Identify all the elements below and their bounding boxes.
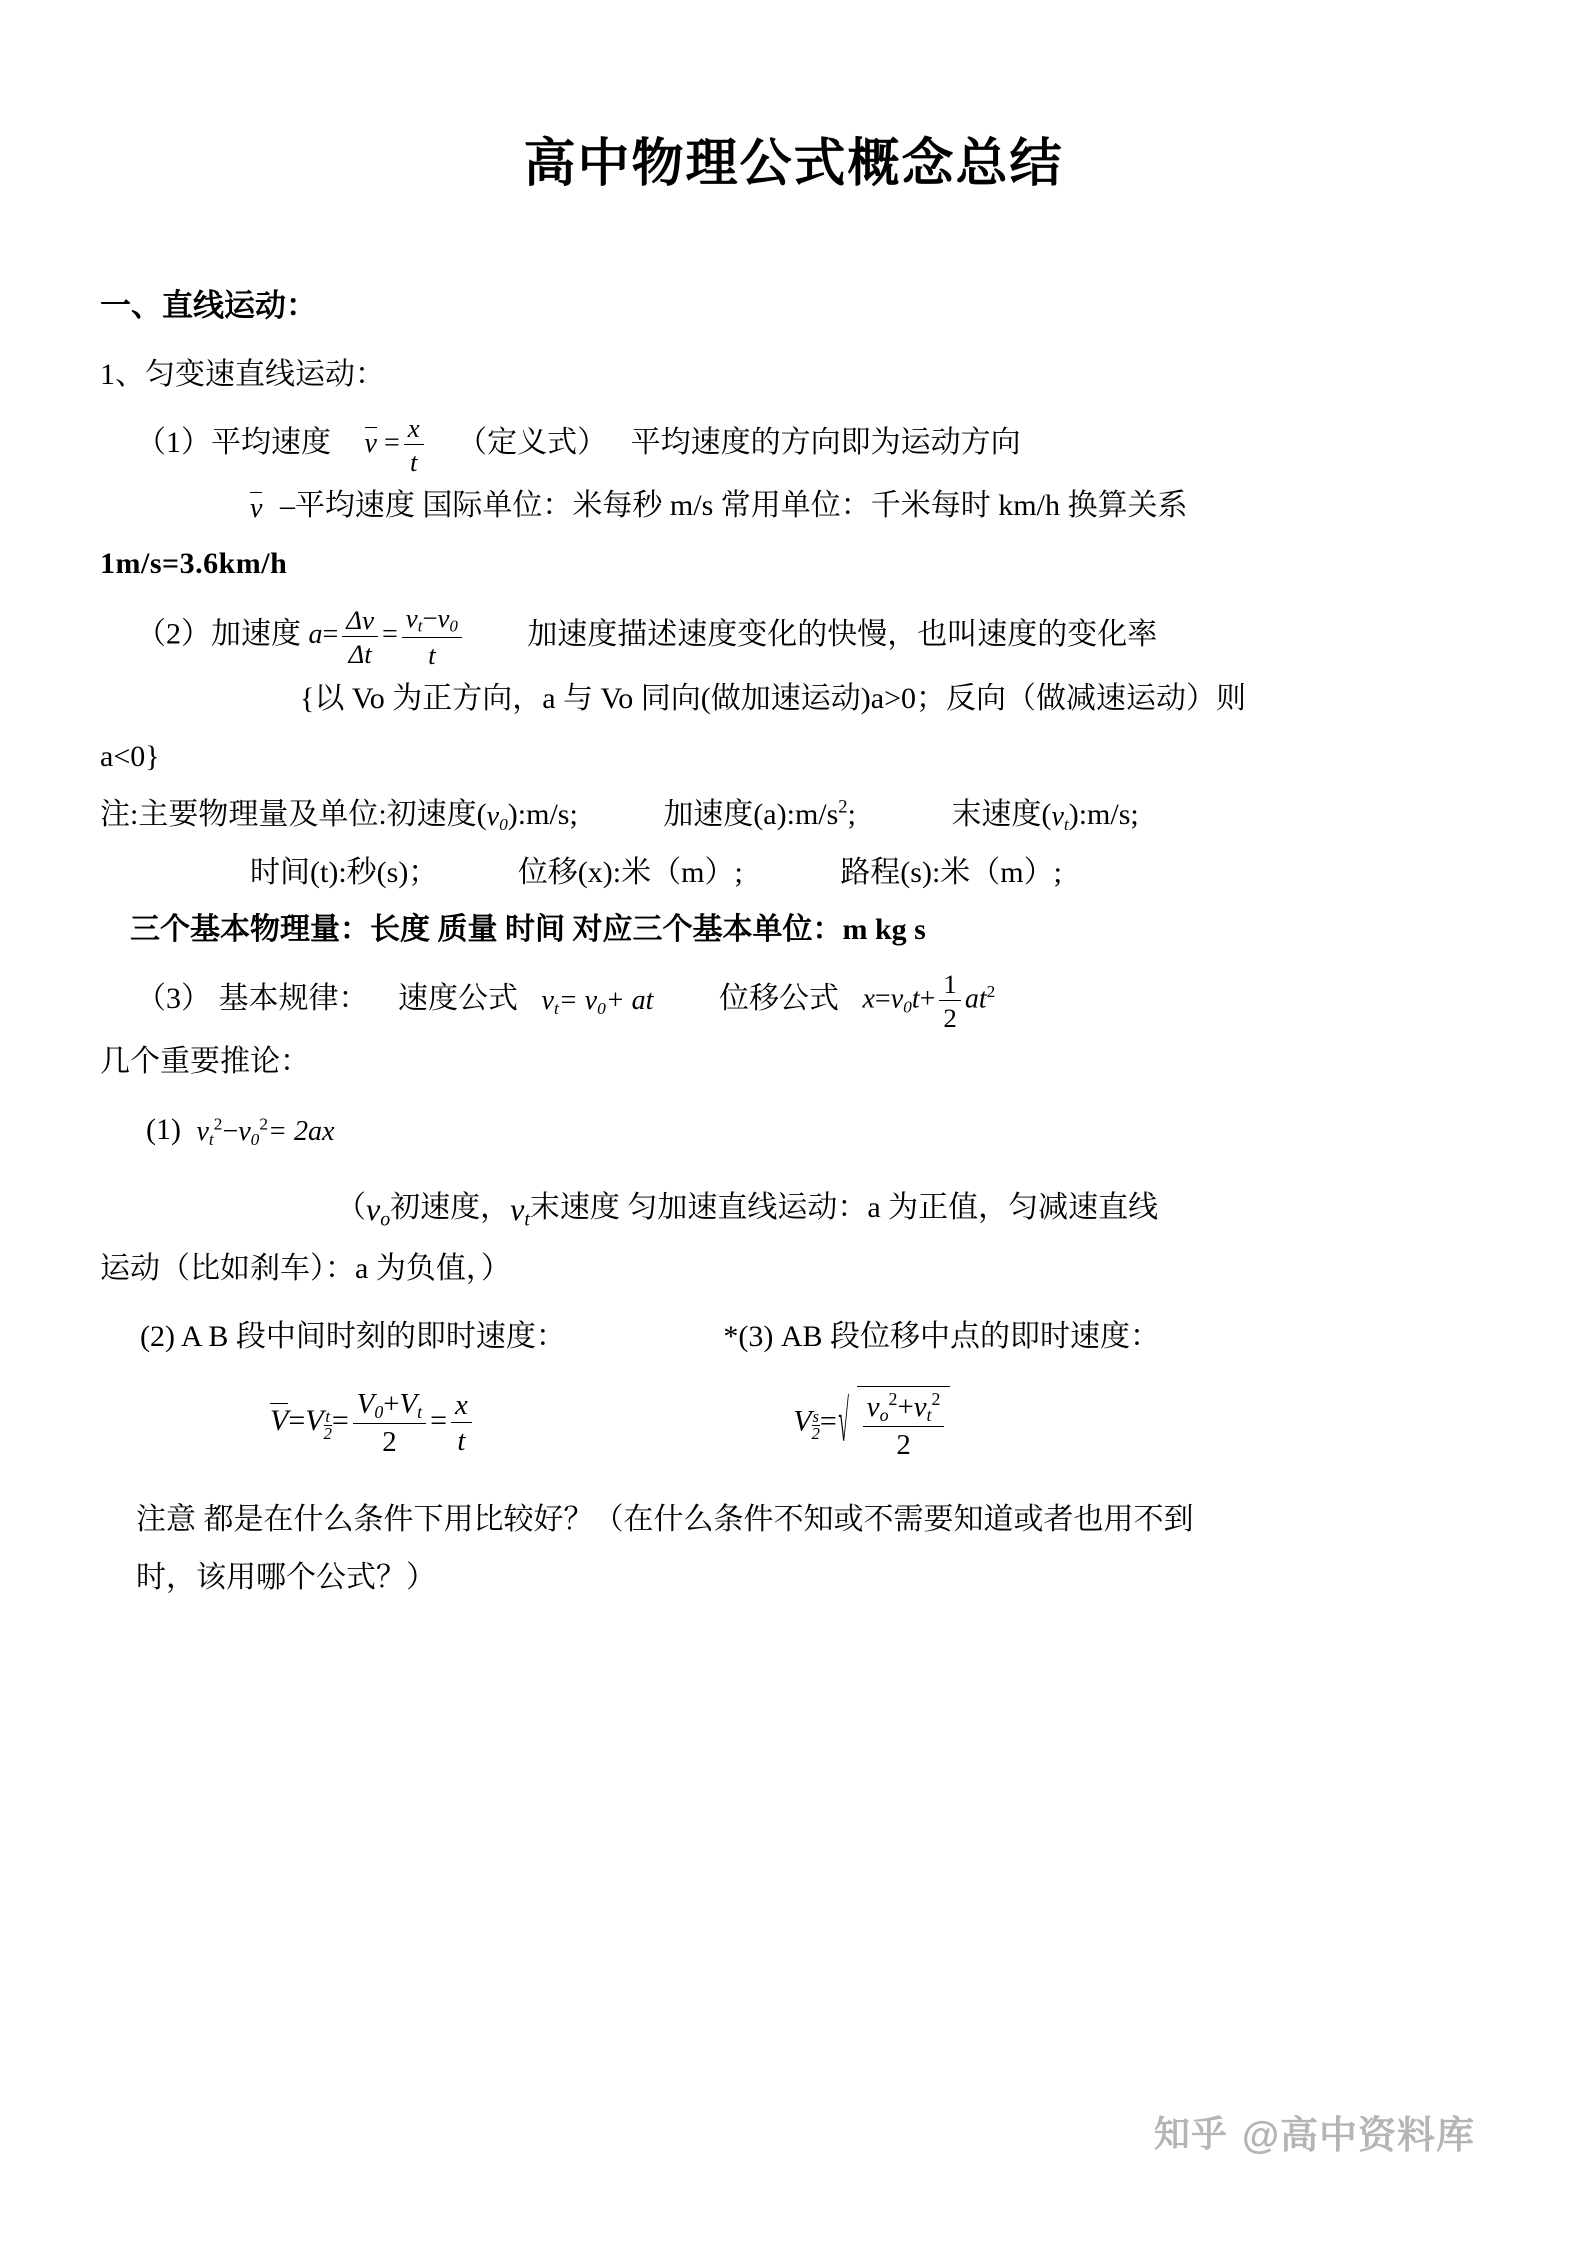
vt-symbol: v <box>913 1390 927 1423</box>
fraction-denominator: 2 <box>943 1002 957 1033</box>
avg-velocity-line <box>100 413 1487 477</box>
fraction-numerator: Δv <box>342 605 378 637</box>
v-bar: v <box>364 427 377 459</box>
acceleration-unit-text: 加速度(a):m/s <box>663 797 839 831</box>
fraction-numerator: x <box>451 1389 472 1423</box>
acceleration-brace-line-2: a<0} <box>100 740 160 774</box>
fraction-numerator <box>353 1388 426 1424</box>
v0-glyph: v <box>486 800 500 832</box>
acceleration-formula <box>309 603 466 670</box>
at-exponent: 2 <box>986 981 996 1001</box>
V0-symbol: V <box>356 1388 375 1421</box>
velocity-formula <box>542 974 654 1028</box>
units-text: –平均速度 国际单位：米每秒 m/s 常用单位：千米每时 km/h 换算关系 <box>279 489 1188 523</box>
fraction-numerator: x <box>404 413 424 445</box>
plus-sign: + <box>919 983 936 1015</box>
radical-icon: √ <box>838 1391 849 1456</box>
v0-plus-vt-over-2 <box>353 1388 426 1458</box>
basic-quantities-line: 三个基本物理量：长度 质量 时间 对应三个基本单位：m kg s <box>130 913 926 947</box>
final-velocity-text: 末速度 匀加速直线运动：a 为正值，匀减速直线 <box>529 1190 1159 1224</box>
fraction-numerator <box>402 603 462 638</box>
fraction-denominator: t <box>428 640 436 671</box>
v0-subscript: 0 <box>597 998 606 1018</box>
v-bar-symbol <box>250 482 262 536</box>
vt-subscript: t <box>926 1404 932 1425</box>
attention-line-1: 注意 都是在什么条件下用比较好？（在什么条件不知或不需要知道或者也用不到 <box>136 1502 1194 1536</box>
v0-glyph: v <box>366 1191 381 1227</box>
v0-symbol: v <box>238 1115 251 1147</box>
minus-sign: − <box>422 603 438 634</box>
t-symbol: t <box>911 983 920 1015</box>
velocity-formula-label: 速度公式 <box>398 981 518 1015</box>
final-velocity-end: ):m/s; <box>1068 797 1139 831</box>
Vt-subscript: t <box>417 1402 423 1423</box>
equals-sign: = <box>819 1404 837 1438</box>
vt-subscript: t <box>553 998 559 1018</box>
one-half-fraction <box>939 969 960 1033</box>
v0-symbol <box>487 790 508 844</box>
zhihu-logo-icon: 知乎 <box>1153 2113 1228 2154</box>
v0-symbol: v <box>437 603 450 634</box>
quantities-line-1 <box>100 786 1487 844</box>
minus-sign: − <box>222 1115 239 1147</box>
v0-symbol <box>366 1179 390 1240</box>
V0-subscript: 0 <box>374 1402 384 1423</box>
at-term: at <box>964 983 987 1015</box>
vt-symbol: v <box>405 603 418 634</box>
vt-subscript: t <box>417 616 423 636</box>
equals-sign-2: = <box>382 619 398 651</box>
corollary-1-note-line-1 <box>100 1179 1487 1241</box>
attention-line-2: 时，该用哪个公式？） <box>136 1560 436 1594</box>
equals-sign-3: = <box>430 1404 447 1438</box>
fraction-numerator: 1 <box>939 969 960 1001</box>
conversion-line: 1m/s=3.6km/h <box>100 547 288 581</box>
path-unit: 路程(s):米（m）; <box>840 855 1062 889</box>
fraction-denominator: t <box>409 447 418 478</box>
document-body <box>100 256 1487 1606</box>
v-bar: V <box>270 1404 289 1438</box>
fraction-denominator: 2 <box>896 1428 911 1461</box>
acceleration-unit <box>663 798 856 831</box>
plus-sign: + <box>383 1388 400 1421</box>
vt-glyph: v <box>1051 800 1064 832</box>
quantities-note-after-v0: ):m/s; <box>507 797 578 831</box>
fraction-denominator: 2 <box>382 1426 397 1459</box>
acceleration-brace-line-1: {以 Vo 为正方向，a 与 Vo 同向(做加速运动)a>0；反向（做减速运动）则 <box>300 682 1247 716</box>
Vt-symbol: V <box>399 1388 418 1421</box>
watermark <box>1154 2104 1475 2159</box>
page-title: 高中物理公式概念总结 <box>523 136 1064 193</box>
v0-exponent: 2 <box>888 1388 898 1409</box>
quantities-line-2 <box>100 844 1487 902</box>
basic-laws-label: （3） 基本规律： <box>136 981 369 1015</box>
midtime-velocity-formula <box>270 1388 476 1458</box>
corollary-1-line <box>100 1101 1487 1159</box>
vt-glyph: v <box>510 1191 525 1227</box>
v0-exponent: 2 <box>259 1114 269 1134</box>
fraction-denominator: t <box>457 1425 466 1458</box>
midpoint-velocity-formula <box>793 1386 950 1461</box>
fraction-denominator: Δt <box>348 638 372 669</box>
corollary-1-note-line-2: 运动（比如刹车）：a 为负值，） <box>100 1252 511 1286</box>
radicand <box>857 1386 951 1461</box>
vt-symbol: v <box>196 1115 209 1147</box>
basic-laws-line <box>100 969 1487 1033</box>
corollary-3-label: *(3) AB 段位移中点的即时速度： <box>723 1320 1161 1354</box>
v0-subscript: 0 <box>449 616 458 636</box>
equals-v0: = v <box>558 985 598 1017</box>
avg-velocity-formula <box>365 413 428 477</box>
vt-subscript: t <box>1063 814 1069 834</box>
displacement-formula <box>862 969 995 1033</box>
subscript-2: 2 <box>323 1424 332 1444</box>
note-open-paren: （ <box>336 1190 366 1224</box>
corollary-1-formula <box>196 1105 334 1159</box>
v0-subscript: 0 <box>903 997 912 1017</box>
v0-subscript: 0 <box>250 1129 260 1149</box>
vt-symbol <box>1051 790 1068 844</box>
equals-2ax: = 2ax <box>268 1115 335 1147</box>
subsection-heading-1: 1、匀变速直线运动： <box>100 357 385 391</box>
square-root <box>837 1386 951 1461</box>
corollaries-heading: 几个重要推论： <box>100 1045 310 1079</box>
corollary-1-label: (1) <box>146 1112 181 1146</box>
subscript-2: 2 <box>811 1424 820 1444</box>
final-velocity-prefix: 末速度( <box>951 797 1052 831</box>
a-symbol: a <box>308 619 323 651</box>
sum-of-squares-over-2 <box>863 1389 945 1461</box>
v0-subscript: 0 <box>499 814 508 834</box>
equals-sign: = <box>383 427 400 459</box>
quantities-note-prefix: 注:主要物理量及单位:初速度( <box>100 797 487 831</box>
t-over-2-subscript <box>323 1406 332 1444</box>
equals-sign: = <box>322 619 339 651</box>
acceleration-description: 加速度描述速度变化的快慢，也叫速度的变化率 <box>527 617 1158 651</box>
acceleration-unit-end: ; <box>847 797 856 831</box>
v0-symbol: v <box>890 983 904 1015</box>
initial-velocity-text: 初速度， <box>390 1190 511 1224</box>
acceleration-label: （2）加速度 <box>136 617 301 651</box>
vt-symbol <box>510 1179 530 1240</box>
acceleration-line <box>100 603 1487 670</box>
equals-sign-1: = <box>288 1404 306 1438</box>
avg-velocity-units-line <box>100 477 1487 535</box>
time-unit: 时间(t):秒(s)； <box>250 855 439 889</box>
displacement-formula-label: 位移公式 <box>718 981 839 1015</box>
corollary-2-3-labels <box>100 1308 1487 1366</box>
plus-at: + at <box>605 985 654 1017</box>
corollary-formulas-row <box>100 1386 1487 1461</box>
subscript-s: s <box>812 1406 819 1426</box>
equals-sign: = <box>874 983 891 1015</box>
watermark-handle: @高中资料库 <box>1241 2115 1475 2157</box>
vt-exponent: 2 <box>931 1388 941 1409</box>
vt-exponent: 2 <box>213 1114 223 1134</box>
plus-sign: + <box>897 1390 914 1423</box>
fraction-numerator <box>863 1389 945 1427</box>
v-bar-glyph: v <box>250 492 263 524</box>
section-heading-1: 一、直线运动： <box>100 288 317 324</box>
v0-subscript: o <box>879 1404 889 1425</box>
v0-symbol: v <box>866 1390 880 1423</box>
V-symbol: V <box>305 1404 324 1438</box>
corollary-2-label: (2) A B 段中间时刻的即时速度： <box>140 1320 566 1354</box>
acceleration-unit-exponent: 2 <box>838 796 848 818</box>
V-symbol: V <box>793 1404 812 1438</box>
vt-symbol: v <box>541 985 554 1017</box>
definition-note: （定义式） <box>457 426 608 460</box>
final-velocity-unit <box>951 797 1139 834</box>
x-over-t-fraction <box>451 1389 472 1458</box>
avg-velocity-label: （1）平均速度 <box>136 426 331 460</box>
x-symbol: x <box>862 983 875 1015</box>
vt-minus-v0-over-t <box>402 603 462 670</box>
v0-subscript: o <box>380 1208 391 1231</box>
delta-v-over-delta-t <box>342 605 378 669</box>
subscript-t: t <box>325 1406 330 1426</box>
vt-subscript: t <box>524 1208 530 1231</box>
equals-sign-2: = <box>331 1404 349 1438</box>
x-over-t-fraction <box>404 413 424 477</box>
direction-note: 平均速度的方向即为运动方向 <box>630 426 1021 460</box>
displacement-unit: 位移(x):米（m）; <box>517 855 743 889</box>
s-over-2-subscript <box>811 1406 820 1444</box>
vt-subscript: t <box>208 1129 214 1149</box>
